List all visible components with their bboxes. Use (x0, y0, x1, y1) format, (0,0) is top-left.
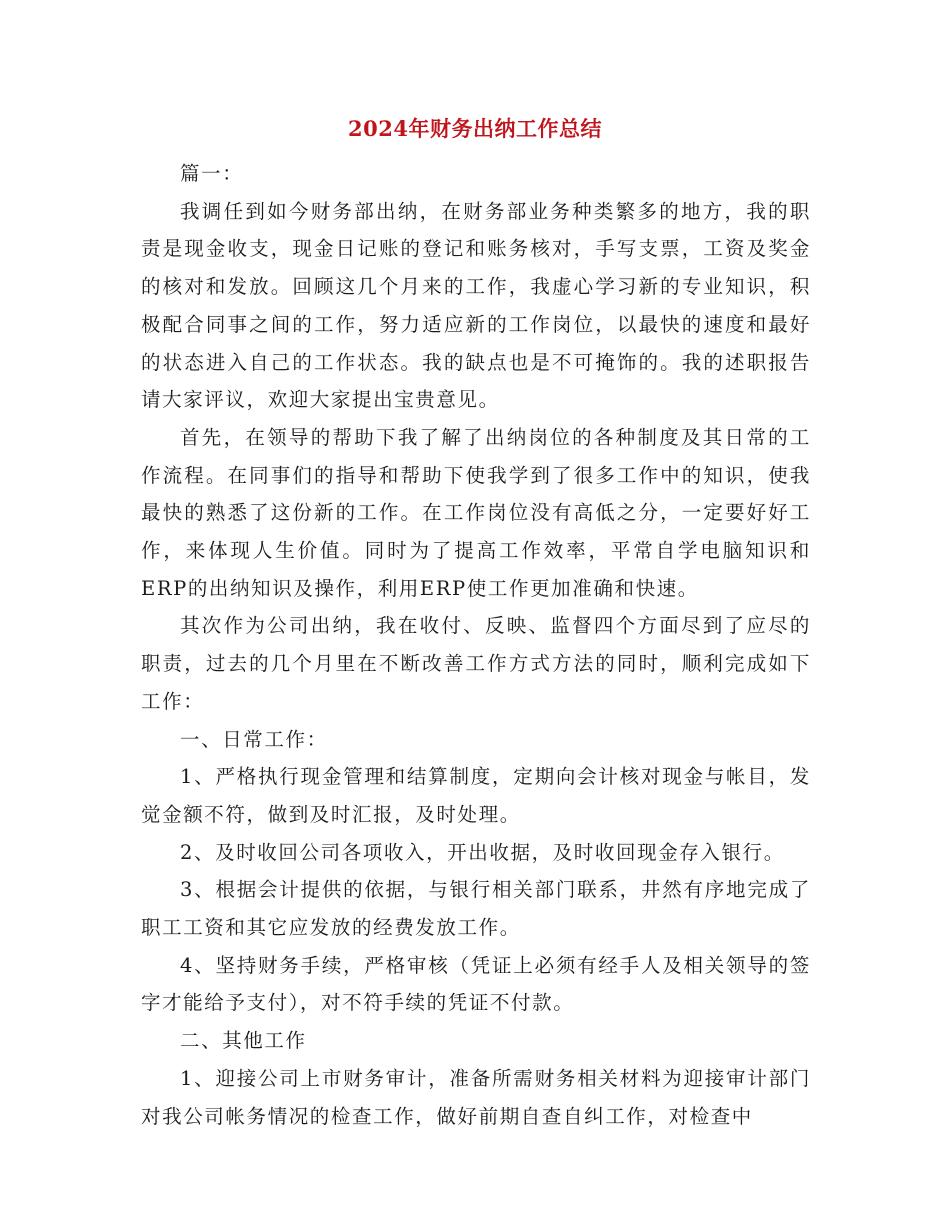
paragraph-section-label: 篇一： (180, 162, 244, 185)
heading-daily-work: 一、日常工作： (180, 727, 328, 751)
document-body (141, 155, 811, 1135)
list-item-other-1: 1、迎接公司上市财务审计，准备所需财务相关材料为迎接审计部门对我公司帐务情况的检查工作，做好前期自查自纠工作，对检查中 (141, 1066, 811, 1128)
document-title: 2024年财务出纳工作总结 (348, 116, 602, 141)
paragraph-intro: 我调任到如今财务部出纳，在财务部业务种类繁多的地方，我的职责是现金收支，现金日记账的登记和账务核对，手写支票，工资及奖金的核对和发放。回顾这几个月来的工作，我虚心学习新的专业知识，积极配合同事之间的工作，努力适应新的工作岗位，以最快的速度和最好的状态进入自己的工作状态。我的缺点也是不可掩饰的。我的述职报告请大家评议，欢迎大家提出宝贵意见。 (141, 199, 811, 412)
paragraph-second: 其次作为公司出纳，我在收付、反映、监督四个方面尽到了应尽的职责，过去的几个月里在不断改善工作方式方法的同时，顺利完成如下工作： (141, 614, 811, 713)
list-item-daily-4: 4、坚持财务手续，严格审核（凭证上必须有经手人及相关领导的签字才能给予支付），对不符手续的凭证不付款。 (141, 953, 811, 1015)
paragraph-first: 首先，在领导的帮助下我了解了出纳岗位的各种制度及其日常的工作流程。在同事们的指导和帮助下使我学到了很多工作中的知识，使我最快的熟悉了这份新的工作。在工作岗位没有高低之分，一定要好好工作，来体现人生价值。同时为了提高工作效率，平常自学电脑知识和ERP的出纳知识及操作，利用ERP使工作更加准确和快速。 (141, 425, 811, 600)
list-item-daily-3: 3、根据会计提供的依据，与银行相关部门联系，井然有序地完成了职工工资和其它应发放的经费发放工作。 (141, 878, 811, 940)
list-item-daily-2: 2、及时收回公司各项收入，开出收据，及时收回现金存入银行。 (180, 840, 785, 864)
list-item-daily-1: 1、严格执行现金管理和结算制度，定期向会计核对现金与帐目，发觉金额不符，做到及时汇报，及时处理。 (141, 765, 811, 826)
heading-other-work: 二、其他工作 (180, 1029, 307, 1053)
